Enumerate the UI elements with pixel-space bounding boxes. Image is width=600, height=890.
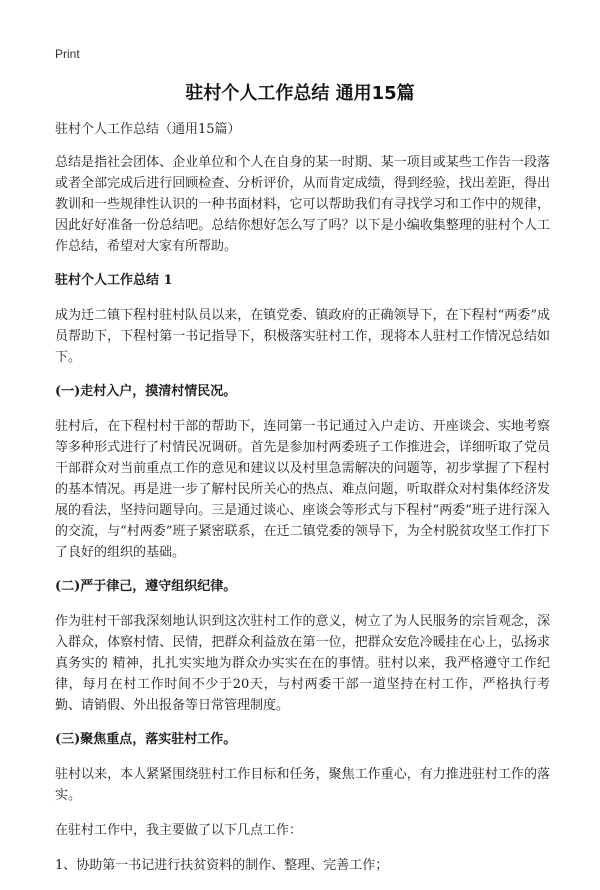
page-title: 驻村个人工作总结 通用15篇: [185, 83, 415, 104]
intro-paragraph: 总结是指社会团体、企业单位和个人在自身的某一时期、某一项目或某些工作告一段落或者全部完成后进行回顾检查、分析评价，从而肯定成绩，得到经验，找出差距，得出教训和一些规律性认识的一种书面材料，它可以帮助我们有寻找学习和工作中的规律，因此好好准备一份总结吧。总结你想好怎么写了吗？以下是小编收集整理的驻村个人工作总结，希望对大家有所帮助。: [55, 155, 550, 254]
subheading-3: (三)聚焦重点，落实驻村工作。: [55, 732, 237, 747]
paragraph-1: 驻村后，在下程村村干部的帮助下，连同第一书记通过入户走访、开座谈会、实地考察等多种形式进行了村情民况调研。首先是参加村两委班子工作推进会，详细听取了党员干部群众对当前重点工作的意见和建议以及村里急需解决的问题等，初步掌握了下程村的基本情况。再是进一步了解村民所关心的热点、难点问题，听取群众对村集体经济发展的看法，坚持问题导向。三是通过谈心、座谈会等形式与下程村“两委”班子进行深入的交流，与“村两委”班子紧密联系，在迁二镇党委的领导下，为全村脱贫攻坚工作打下了良好的组织的基础。: [55, 419, 550, 560]
section-title: 驻村个人工作总结 1: [55, 273, 173, 288]
article-subtitle: 驻村个人工作总结（通用15篇）: [55, 122, 241, 137]
paragraph-2: 作为驻村干部我深刻地认识到这次驻村工作的意义，树立了为人民服务的宗旨观念，深入群众，体察村情、民情，把群众利益放在第一位，把群众安危冷暖挂在心上，弘扬求真务实的 精神，扎扎实实地为群众办实实在在的事情。驻村以来，我严格遵守工作纪律，每月在村工作时间不少于20天，与村两委干部一道坚持在村工作，严格执行考勤、请销假、外出报备等日常管理制度。: [55, 614, 550, 713]
article-body: [55, 120, 550, 890]
subheading-1: (一)走村入户，摸清村情民况。: [55, 384, 237, 399]
section-intro-paragraph: 成为迁二镇下程村驻村队员以来，在镇党委、镇政府的正确领导下，在下程村“两委”成员帮助下，下程村第一书记指导下，积极落实驻村工作，现将本人驻村工作情况总结如下。: [55, 308, 550, 365]
print-link[interactable]: Print: [55, 47, 80, 61]
paragraph-4: 在驻村工作中，我主要做了以下几点工作：: [55, 823, 303, 838]
list-item-1: 1、协助第一书记进行扶贫资料的制作、整理、完善工作；: [55, 858, 389, 873]
subheading-2: (二)严于律己，遵守组织纪律。: [55, 579, 237, 594]
paragraph-3: 驻村以来，本人紧紧围绕驻村工作目标和任务，聚焦工作重心，有力推进驻村工作的落实。: [55, 767, 550, 803]
